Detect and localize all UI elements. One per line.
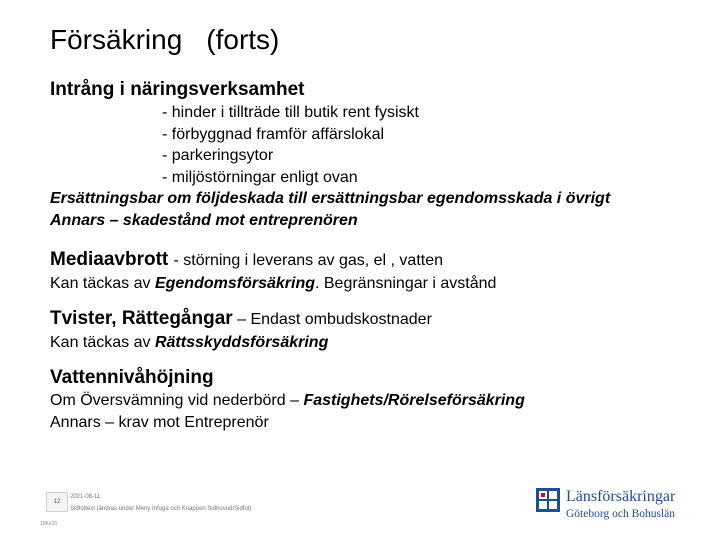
footer-text: Sidfottext (ändras under Meny Infoga och Knappen Sidhuvud/Sidfot) xyxy=(70,506,252,512)
list-item: - parkeringsytor xyxy=(162,147,274,164)
page-number: 12 xyxy=(46,492,68,512)
list-item: - miljöstörningar enligt ovan xyxy=(162,168,358,186)
intrang-compensation: Ersättningsbar om följdeskada till ersättningsbar egendomsskada i övrigt xyxy=(50,190,611,207)
intrang-otherwise: Annars – skadestånd mot entreprenören xyxy=(50,212,358,229)
title-main: Försäkring xyxy=(50,24,183,55)
media-cover-insurance: Egendomsförsäkring xyxy=(154,275,315,292)
logo-name: Länsförsäkringar xyxy=(566,488,676,505)
tvister-heading: Tvister, Rättegångar xyxy=(50,308,233,329)
media-heading-row xyxy=(50,248,700,273)
title-sub: (forts) xyxy=(206,24,280,55)
logo-mark-icon xyxy=(536,488,560,512)
list-item: - hinder i tillträde till butik rent fysiskt xyxy=(162,104,419,121)
tvister-cover-prefix: Kan täckas av xyxy=(50,334,155,351)
media-heading: Mediaavbrott xyxy=(50,249,169,270)
media-cover xyxy=(50,273,700,295)
vatten-line1-prefix: Om Översvämning vid nederbörd – xyxy=(50,392,304,409)
footer-code: 10Ke10 xyxy=(40,521,58,527)
media-cover-prefix: Kan täckas av xyxy=(50,275,155,292)
logo-region: Göteborg och Bohuslän xyxy=(566,508,676,520)
company-logo xyxy=(536,486,686,526)
tvister-detail: – Endast ombudskostnader xyxy=(232,311,432,328)
vatten-line1 xyxy=(50,390,700,412)
slide-footer xyxy=(0,470,720,540)
vatten-line1-insurance: Fastighets/Rörelseförsäkring xyxy=(303,392,525,409)
intrang-list xyxy=(50,102,700,188)
intrang-heading: Intrång i näringsverksamhet xyxy=(50,79,305,100)
tvister-cover xyxy=(50,332,700,354)
slide-content xyxy=(50,78,700,434)
footer-date: 2021-08-11 xyxy=(70,494,101,500)
tvister-heading-row xyxy=(50,307,700,332)
vatten-line2: Annars – krav mot Entreprenör xyxy=(50,414,269,431)
media-cover-suffix: . Begränsningar i avstånd xyxy=(314,275,497,292)
vatten-heading: Vattennivåhöjning xyxy=(50,367,214,388)
tvister-cover-insurance: Rättsskyddsförsäkring xyxy=(154,334,329,351)
list-item: - förbyggnad framför affärslokal xyxy=(162,125,385,143)
slide-title xyxy=(50,18,279,62)
media-detail: - störning i leverans av gas, el , vatten xyxy=(173,252,443,269)
